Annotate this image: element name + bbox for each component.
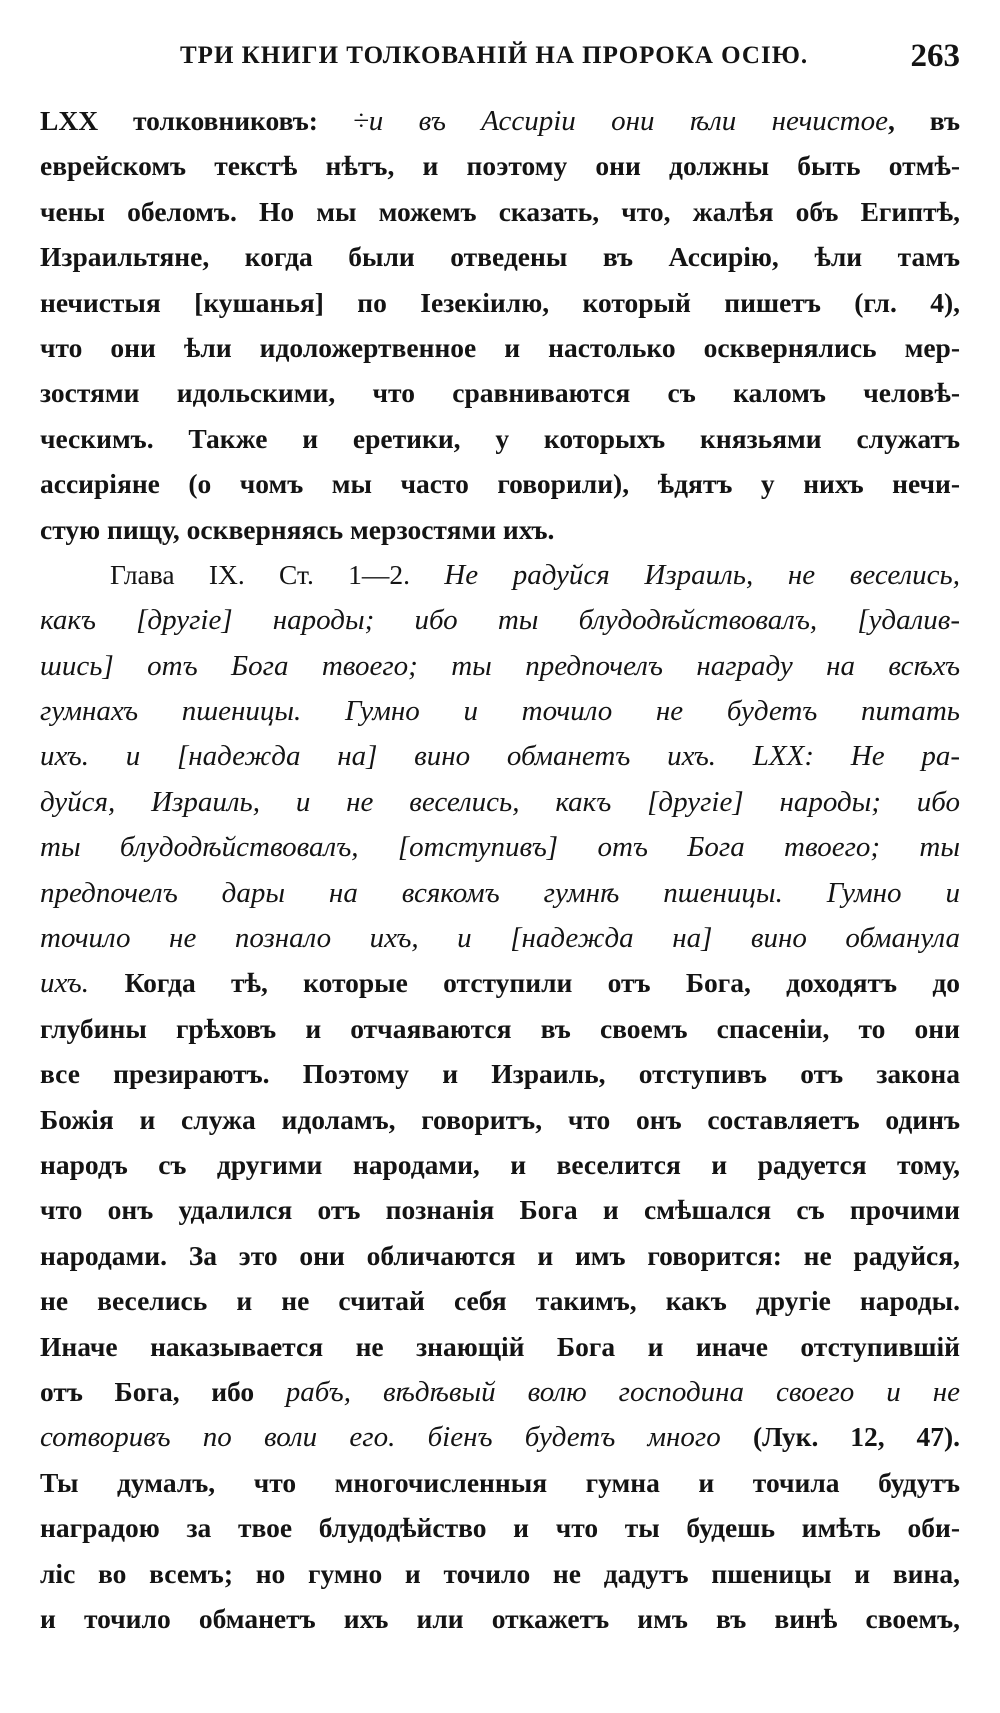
italic-segment: какъ [другіе] народы; ибо ты блудодѣйствовалъ, [удалив-	[40, 604, 960, 637]
text-line	[40, 1278, 960, 1323]
text-line	[40, 1369, 960, 1414]
text-line	[40, 507, 960, 552]
text-line	[40, 280, 960, 325]
text-line	[40, 1596, 960, 1641]
text-line	[40, 325, 960, 370]
text-line	[40, 779, 960, 824]
text-segment: и точило обманетъ ихъ или откажетъ имъ въ винѣ своемъ,	[40, 1602, 960, 1634]
text-segment: ліс во всемъ; но гумно и точило не дадутъ пшеницы и вина,	[40, 1557, 960, 1589]
text-segment: нечистыя [кушанья] по Іезекіилю, который пишетъ (гл. 4),	[40, 286, 960, 318]
text-line	[40, 915, 960, 960]
text-line	[40, 416, 960, 461]
text-line	[40, 1187, 960, 1232]
italic-segment: ты блудодѣйствовалъ, [отступивъ] отъ Бога твоего; ты	[40, 831, 960, 864]
text-segment: Когда тѣ, которые отступили отъ Бога, доходятъ до	[124, 967, 960, 999]
text-segment: еврейскомъ текстѣ нѣтъ, и поэтому они должны быть отмѣ-	[40, 150, 960, 182]
text-line	[40, 1051, 960, 1096]
text-line	[40, 1505, 960, 1550]
italic-segment: шись] отъ Бога твоего; ты предпочелъ награду на всѣхъ	[40, 649, 960, 682]
italic-segment: точило не познало ихъ, и [надежда на] вино обманула	[40, 922, 960, 955]
italic-segment: гумнахъ пшеницы. Гумно и точило не будетъ питать	[40, 695, 960, 728]
text-line	[40, 1142, 960, 1187]
text-line	[40, 1414, 960, 1459]
page-number: 263	[910, 38, 960, 74]
text-segment: народами. За это они обличаются и имъ говорится: не радуйся,	[40, 1239, 960, 1271]
text-segment: зостями идольскими, что сравниваются съ каломъ человѣ-	[40, 377, 960, 409]
text-line	[40, 189, 960, 234]
text-line	[40, 870, 960, 915]
text-segment: отъ Бога, ибо	[40, 1375, 286, 1407]
italic-segment: предпочелъ дары на всякомъ гумнѣ пшеницы. Гумно и	[40, 876, 960, 909]
text-segment: LXX толковниковъ:	[40, 105, 353, 136]
text-line	[40, 597, 960, 642]
text-line	[40, 1460, 960, 1505]
text-segment: не веселись и не считай себя такимъ, какъ другіе народы.	[40, 1285, 960, 1317]
running-title: ТРИ КНИГИ ТОЛКОВАНІЙ НА ПРОРОКА ОСІЮ.	[180, 42, 809, 69]
body-text	[40, 98, 960, 1641]
italic-segment: рабъ, вѣдѣвый волю господина своего и не	[285, 1375, 960, 1408]
text-line	[40, 824, 960, 869]
text-segment: ассиріяне (о чомъ мы часто говорили), ѣдятъ у нихъ нечи-	[40, 468, 960, 500]
text-segment: наградою за твое блудодѣйство и что ты будешь имѣть оби-	[40, 1512, 960, 1544]
text-segment: Израильтяне, когда были отведены въ Ассирію, ѣли тамъ	[40, 241, 960, 273]
text-line	[40, 688, 960, 733]
text-segment: глубины грѣховъ и отчаяваются въ своемъ спасеніи, то они	[40, 1012, 960, 1044]
text-line	[40, 461, 960, 506]
text-line	[40, 98, 960, 143]
italic-segment: сотворивъ по воли его. біенъ будетъ много	[40, 1421, 753, 1454]
text-segment: Иначе наказывается не знающій Бога и иначе отступившій	[40, 1330, 960, 1362]
text-line	[40, 1097, 960, 1142]
italic-segment: дуйся, Израиль, и не веселись, какъ [другіе] народы; ибо	[40, 785, 960, 818]
italic-segment: ихъ. и [надежда на] вино обманетъ ихъ. LXX: Не ра-	[40, 740, 960, 773]
text-segment: народъ съ другими народами, и веселится и радуется тому,	[40, 1148, 960, 1180]
text-segment: что онъ удалился отъ познанія Бога и смѣшался съ прочими	[40, 1194, 960, 1226]
italic-segment: ихъ.	[40, 967, 125, 1000]
book-page	[40, 0, 960, 1713]
text-segment: Ты думалъ, что многочисленныя гумна и точила будутъ	[40, 1466, 960, 1498]
text-line	[40, 1233, 960, 1278]
text-line	[40, 643, 960, 688]
text-line	[40, 960, 960, 1005]
text-line	[40, 1006, 960, 1051]
text-segment: чены обеломъ. Но мы можемъ сказать, что, жалѣя объ Египтѣ,	[40, 195, 960, 227]
text-segment: Глава IX. Ст. 1—2.	[110, 558, 445, 590]
text-line	[40, 370, 960, 415]
text-line	[40, 733, 960, 778]
text-line	[40, 1324, 960, 1369]
text-segment: (Лук. 12, 47).	[752, 1421, 960, 1453]
text-segment: что они ѣли идоложертвенное и настолько оскверняли͏сь мер-	[40, 331, 960, 363]
text-line	[40, 143, 960, 188]
text-line	[40, 234, 960, 279]
running-head	[40, 38, 960, 82]
text-segment: все презираютъ. Поэтому и Израиль, отступивъ отъ закона	[40, 1058, 960, 1090]
text-line	[40, 1551, 960, 1596]
text-segment: стую пищу, оскверняясь мерзостями ихъ.	[40, 513, 555, 545]
italic-segment: Не радуйся Израиль, не веселись,	[444, 558, 960, 591]
text-segment: ческимъ. Также и еретики, у которыхъ князьями служатъ	[40, 422, 960, 454]
italic-segment: ÷и въ Ассиріи они ѣли нечистое	[352, 105, 888, 137]
text-segment: Божія и служа идоламъ, говоритъ, что онъ составляетъ одинъ	[40, 1103, 960, 1135]
text-line	[40, 552, 960, 597]
text-segment: , въ	[887, 105, 960, 136]
